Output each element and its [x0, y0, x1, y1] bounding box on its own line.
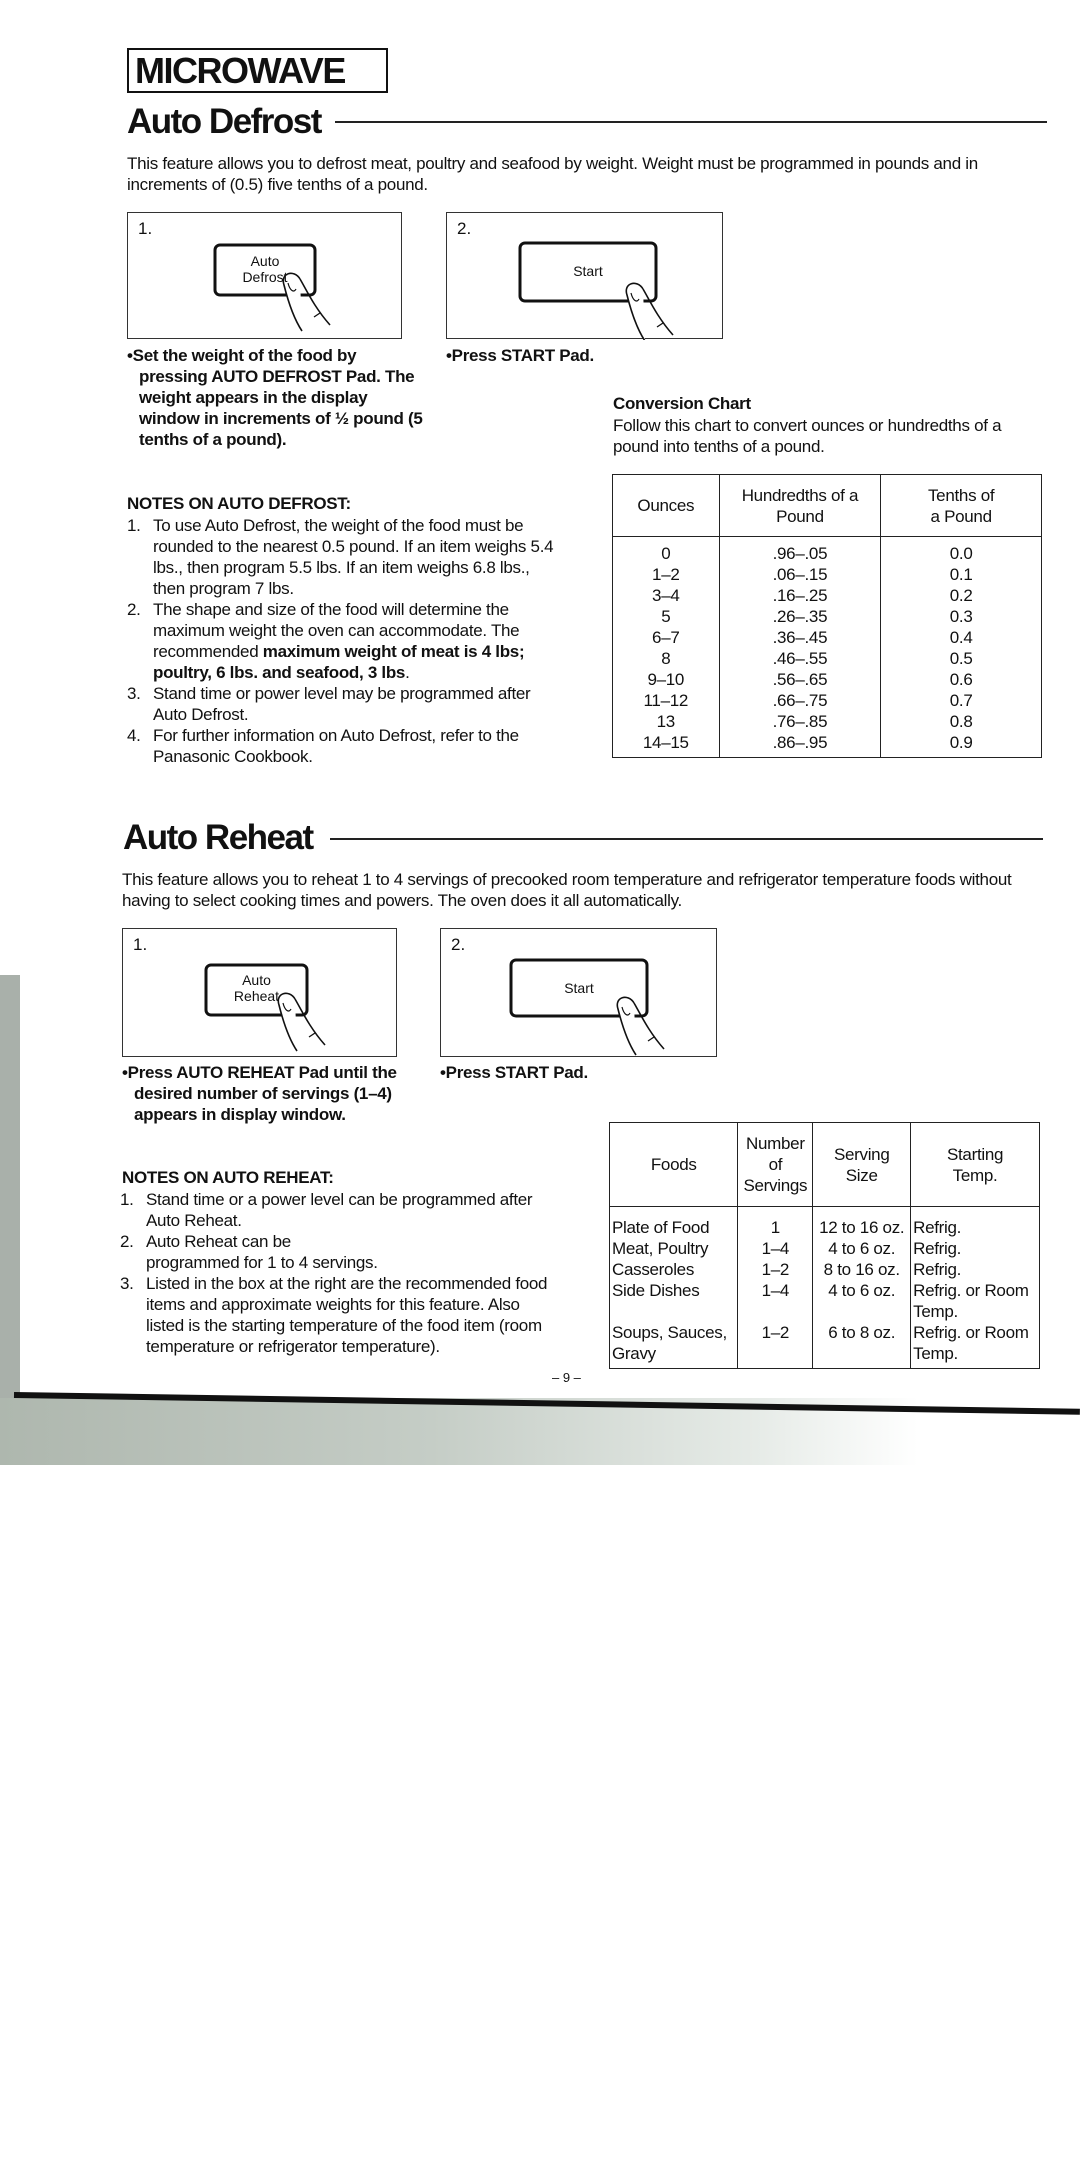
- reheat-step-2-illustration: [440, 928, 717, 1057]
- reheat-intro: This feature allows you to reheat 1 to 4 servings of precooked room temperature and refrigerator temperature foods without having to select cooking times and powers. The oven does it all automatically.: [122, 870, 1012, 910]
- defrost-step-1-illustration: [127, 212, 402, 339]
- table-cell: 4 to 6 oz.: [813, 1238, 911, 1259]
- table-cell: Refrig.: [911, 1238, 1040, 1259]
- table-cell: Refrig. or Room Temp.: [911, 1280, 1040, 1322]
- table-row: [613, 585, 1042, 606]
- note-number: 3.: [120, 1274, 134, 1293]
- table-cell: 1: [738, 1207, 813, 1239]
- note-text: The shape and size of the food will determine the maximum weight the oven can accommodate. The recommended: [153, 600, 520, 661]
- table-row: [613, 669, 1042, 690]
- table-cell: .26–.35: [719, 606, 881, 627]
- table-cell: 3–4: [613, 585, 720, 606]
- page-number: – 9 –: [552, 1370, 581, 1385]
- table-cell: 0.4: [881, 627, 1042, 648]
- pad-label-line1: Auto: [242, 972, 271, 988]
- note-text-bold: maximum weight of meat is 4 lbs; poultry, 6 lbs. and seafood, 3 lbs: [153, 642, 525, 682]
- table-cell: 0: [613, 537, 720, 565]
- defrost-notes-title: NOTES ON AUTO DEFROST:: [127, 494, 351, 513]
- note-item: [120, 1189, 550, 1231]
- section-rule: [335, 121, 1047, 123]
- column-header: Number of Servings: [738, 1123, 813, 1207]
- section-rule: [330, 838, 1043, 840]
- table-cell: 0.2: [881, 585, 1042, 606]
- table-cell: Soups, Sauces, Gravy: [610, 1322, 738, 1369]
- table-cell: .96–.05: [719, 537, 881, 565]
- conversion-table-body: [613, 537, 1042, 758]
- table-cell: Refrig.: [911, 1207, 1040, 1239]
- note-item: [120, 1273, 550, 1357]
- note-item: [127, 683, 557, 725]
- table-cell: 4 to 6 oz.: [813, 1280, 911, 1322]
- pad-label-line2: Defrost: [242, 269, 288, 285]
- table-cell: 8 to 16 oz.: [813, 1259, 911, 1280]
- table-cell: .36–.45: [719, 627, 881, 648]
- reheat-notes-list: [120, 1189, 550, 1357]
- table-cell: .86–.95: [719, 732, 881, 758]
- table-row: [613, 711, 1042, 732]
- conversion-chart-title: Conversion Chart: [613, 394, 751, 413]
- table-row: [613, 606, 1042, 627]
- note-text: Stand time or a power level can be programmed after Auto Reheat.: [146, 1190, 533, 1230]
- note-number: 1.: [127, 516, 141, 535]
- table-cell: .66–.75: [719, 690, 881, 711]
- table-row: [610, 1280, 1040, 1322]
- note-number: 2.: [120, 1232, 134, 1251]
- note-text: Auto Reheat can be programmed for 1 to 4 servings.: [146, 1232, 378, 1272]
- reheat-notes-title: NOTES ON AUTO REHEAT:: [122, 1168, 334, 1187]
- table-cell: 1–2: [738, 1322, 813, 1369]
- defrost-notes-list: [127, 515, 557, 767]
- section-title-auto-defrost: Auto Defrost: [127, 102, 321, 141]
- pad-label: [215, 253, 315, 285]
- note-text: To use Auto Defrost, the weight of the food must be rounded to the nearest 0.5 pound. If an item weighs 5.4 lbs., then program 5.5 lbs. If an item weighs 6.8 lbs., then program 7 lbs.: [153, 516, 554, 598]
- reheat-step-1-text: •Press AUTO REHEAT Pad until the desired number of servings (1–4) appears in display window.: [122, 1063, 397, 1124]
- conversion-chart-description: Follow this chart to convert ounces or hundredths of a pound into tenths of a pound.: [613, 416, 1002, 456]
- table-row: [610, 1238, 1040, 1259]
- table-row: [610, 1207, 1040, 1239]
- defrost-step-2-illustration: [446, 212, 723, 339]
- table-cell: 11–12: [613, 690, 720, 711]
- table-cell: 1–4: [738, 1280, 813, 1322]
- table-cell: .46–.55: [719, 648, 881, 669]
- table-cell: 8: [613, 648, 720, 669]
- table-cell: Side Dishes: [610, 1280, 738, 1322]
- table-cell: Meat, Poultry: [610, 1238, 738, 1259]
- note-text-tail: .: [405, 663, 410, 682]
- table-cell: .16–.25: [719, 585, 881, 606]
- table-cell: 9–10: [613, 669, 720, 690]
- column-header: Foods: [610, 1123, 738, 1207]
- reheat-foods-table: [609, 1122, 1040, 1369]
- column-header: Hundredths of a Pound: [719, 475, 881, 537]
- table-cell: 1–2: [613, 564, 720, 585]
- note-number: 3.: [127, 684, 141, 703]
- note-text: For further information on Auto Defrost, refer to the Panasonic Cookbook.: [153, 726, 519, 766]
- table-cell: .76–.85: [719, 711, 881, 732]
- reheat-table-body: [610, 1207, 1040, 1369]
- reheat-step-2-text: •Press START Pad.: [440, 1063, 588, 1082]
- table-cell: 13: [613, 711, 720, 732]
- table-cell: .06–.15: [719, 564, 881, 585]
- note-number: 2.: [127, 600, 141, 619]
- table-row: [613, 537, 1042, 565]
- section-title-auto-reheat: Auto Reheat: [123, 818, 313, 857]
- note-item: [127, 725, 557, 767]
- table-row: [613, 648, 1042, 669]
- table-cell: 0.6: [881, 669, 1042, 690]
- table-cell: .56–.65: [719, 669, 881, 690]
- note-text: Listed in the box at the right are the recommended food items and approximate weights for this feature. Also listed is the starting temperature of the food item (room temperature or refrigerator temperature).: [146, 1274, 548, 1356]
- table-cell: 6–7: [613, 627, 720, 648]
- brand-title: MICROWAVE: [127, 48, 388, 93]
- note-number: 1.: [120, 1190, 134, 1209]
- table-cell: 0.1: [881, 564, 1042, 585]
- table-row: [610, 1259, 1040, 1280]
- step-number: 2.: [451, 935, 466, 954]
- table-cell: 14–15: [613, 732, 720, 758]
- note-item: [127, 515, 557, 599]
- table-cell: 0.7: [881, 690, 1042, 711]
- table-row: [613, 690, 1042, 711]
- table-cell: Refrig. or Room Temp.: [911, 1322, 1040, 1369]
- table-cell: 5: [613, 606, 720, 627]
- table-row: [613, 564, 1042, 585]
- table-cell: 0.0: [881, 537, 1042, 565]
- note-number: 4.: [127, 726, 141, 745]
- table-cell: 1–2: [738, 1259, 813, 1280]
- pad-label-line2: Reheat: [233, 988, 280, 1004]
- table-row: [613, 627, 1042, 648]
- defrost-step-2-text: •Press START Pad.: [446, 346, 594, 365]
- step-number: 1.: [133, 935, 148, 954]
- table-cell: Casseroles: [610, 1259, 738, 1280]
- table-cell: 0.5: [881, 648, 1042, 669]
- table-row: [613, 732, 1042, 758]
- step-number: 2.: [457, 219, 472, 238]
- step-number: 1.: [138, 219, 153, 238]
- defrost-step-1-text: •Set the weight of the food by pressing AUTO DEFROST Pad. The weight appears in the display window in increments of ½ pound (5 tenths of a pound).: [127, 346, 423, 449]
- defrost-intro: This feature allows you to defrost meat, poultry and seafood by weight. Weight must be programmed in pounds and in increments of (0.5) five tenths of a pound.: [127, 154, 978, 194]
- table-cell: 0.8: [881, 711, 1042, 732]
- reheat-step-1-illustration: [122, 928, 397, 1057]
- column-header: Serving Size: [813, 1123, 911, 1207]
- table-cell: 12 to 16 oz.: [813, 1207, 911, 1239]
- pad-label: Start: [573, 263, 603, 279]
- table-cell: 0.9: [881, 732, 1042, 758]
- conversion-table: [612, 474, 1042, 758]
- note-item: [120, 1231, 550, 1273]
- table-cell: 6 to 8 oz.: [813, 1322, 911, 1369]
- note-item: [127, 599, 557, 683]
- pad-label: Start: [564, 980, 594, 996]
- pad-label: [206, 972, 307, 1004]
- note-text: Stand time or power level may be programmed after Auto Defrost.: [153, 684, 531, 724]
- table-cell: 0.3: [881, 606, 1042, 627]
- table-cell: 1–4: [738, 1238, 813, 1259]
- table-row: [610, 1322, 1040, 1369]
- table-cell: Plate of Food: [610, 1207, 738, 1239]
- column-header: Tenths of a Pound: [881, 475, 1042, 537]
- pad-label-line1: Auto: [250, 253, 280, 269]
- column-header: Ounces: [613, 475, 720, 537]
- column-header: Starting Temp.: [911, 1123, 1040, 1207]
- table-cell: Refrig.: [911, 1259, 1040, 1280]
